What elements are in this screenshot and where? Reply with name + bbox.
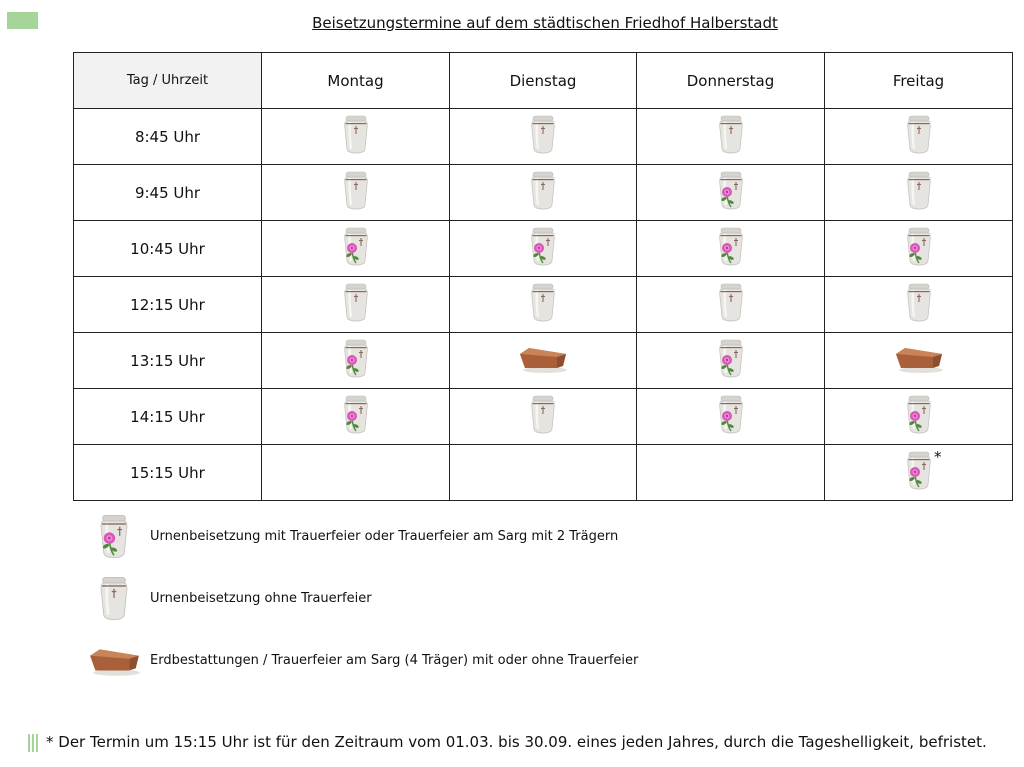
urn-icon (342, 171, 370, 211)
table-row (74, 445, 1013, 501)
urn-with-rose-icon (717, 171, 745, 211)
time-cell: 9:45 Uhr (74, 165, 262, 221)
header-day: Freitag (825, 53, 1013, 109)
legend-text: Erdbestattungen / Trauerfeier am Sarg (4 Träger) mit oder ohne Trauerfeier (150, 653, 639, 668)
urn-with-rose-icon (717, 339, 745, 379)
footnote-text: * Der Termin um 15:15 Uhr ist für den Zeitraum vom 01.03. bis 30.09. eines jeden Jahres, durch die Tageshelligkeit, befristet. (46, 733, 987, 751)
table-row (74, 165, 1013, 221)
slot-cell (450, 221, 637, 277)
slot-cell (825, 277, 1013, 333)
slot-cell (825, 221, 1013, 277)
table-row (74, 221, 1013, 277)
slot-cell (825, 445, 1013, 501)
time-cell: 12:15 Uhr (74, 277, 262, 333)
time-cell: 8:45 Uhr (74, 109, 262, 165)
footnote-bars-icon (28, 734, 38, 752)
slot-cell (825, 389, 1013, 445)
slot-cell (450, 109, 637, 165)
slot-cell (262, 389, 450, 445)
table-row (74, 333, 1013, 389)
footnote (28, 733, 987, 752)
coffin-icon (517, 344, 569, 374)
table-row (74, 389, 1013, 445)
time-cell: 14:15 Uhr (74, 389, 262, 445)
urn-with-rose-icon (905, 395, 933, 435)
legend-item (84, 574, 784, 624)
legend-item (84, 512, 784, 562)
slot-cell (825, 165, 1013, 221)
slot-cell (450, 277, 637, 333)
slot-cell (825, 333, 1013, 389)
slot-cell (450, 389, 637, 445)
urn-icon (529, 283, 557, 323)
urn-icon (905, 115, 933, 155)
slot-cell (262, 165, 450, 221)
urn-icon (717, 115, 745, 155)
slot-cell (262, 333, 450, 389)
page-title: Beisetzungstermine auf dem städtischen Friedhof Halberstadt (312, 14, 778, 32)
table-row (74, 109, 1013, 165)
urn-icon (342, 283, 370, 323)
urn-icon (529, 395, 557, 435)
time-cell: 13:15 Uhr (74, 333, 262, 389)
urn-with-rose-icon (717, 395, 745, 435)
header-corner: Tag / Uhrzeit (74, 53, 262, 109)
time-cell: 15:15 Uhr (74, 445, 262, 501)
urn-with-rose-icon (905, 447, 942, 491)
legend-icon (84, 636, 144, 686)
header-day: Dienstag (450, 53, 637, 109)
legend-icon (84, 574, 144, 624)
slot-cell (262, 109, 450, 165)
urn-icon (717, 283, 745, 323)
slot-cell (637, 333, 825, 389)
urn-with-rose-icon (342, 339, 370, 379)
table-row (74, 277, 1013, 333)
urn-with-rose-icon (342, 395, 370, 435)
header-day: Donnerstag (637, 53, 825, 109)
legend-text: Urnenbeisetzung mit Trauerfeier oder Trauerfeier am Sarg mit 2 Trägern (150, 529, 619, 544)
slot-cell (637, 445, 825, 501)
slot-cell (637, 277, 825, 333)
slot-cell (637, 221, 825, 277)
slot-cell (262, 277, 450, 333)
footnote-marker: * (934, 447, 942, 466)
urn-icon (98, 576, 130, 622)
slot-cell (637, 389, 825, 445)
slot-cell (637, 109, 825, 165)
urn-icon (905, 171, 933, 211)
coffin-icon (87, 645, 142, 677)
schedule-table (73, 52, 1013, 501)
slot-cell (450, 165, 637, 221)
urn-icon (905, 283, 933, 323)
time-cell: 10:45 Uhr (74, 221, 262, 277)
urn-icon (342, 115, 370, 155)
coffin-icon (893, 344, 945, 374)
slot-cell (637, 165, 825, 221)
slot-cell (825, 109, 1013, 165)
slot-cell (262, 221, 450, 277)
header-day: Montag (262, 53, 450, 109)
slot-cell (450, 333, 637, 389)
legend-item (84, 636, 784, 686)
legend-text: Urnenbeisetzung ohne Trauerfeier (150, 591, 372, 606)
urn-with-rose-icon (717, 227, 745, 267)
urn-icon (529, 115, 557, 155)
table-header-row (74, 53, 1013, 109)
urn-with-rose-icon (98, 514, 130, 560)
urn-icon (529, 171, 557, 211)
urn-with-rose-icon (905, 227, 933, 267)
legend-icon (84, 512, 144, 562)
slot-cell (450, 445, 637, 501)
urn-with-rose-icon (529, 227, 557, 267)
slot-cell (262, 445, 450, 501)
urn-with-rose-icon (342, 227, 370, 267)
